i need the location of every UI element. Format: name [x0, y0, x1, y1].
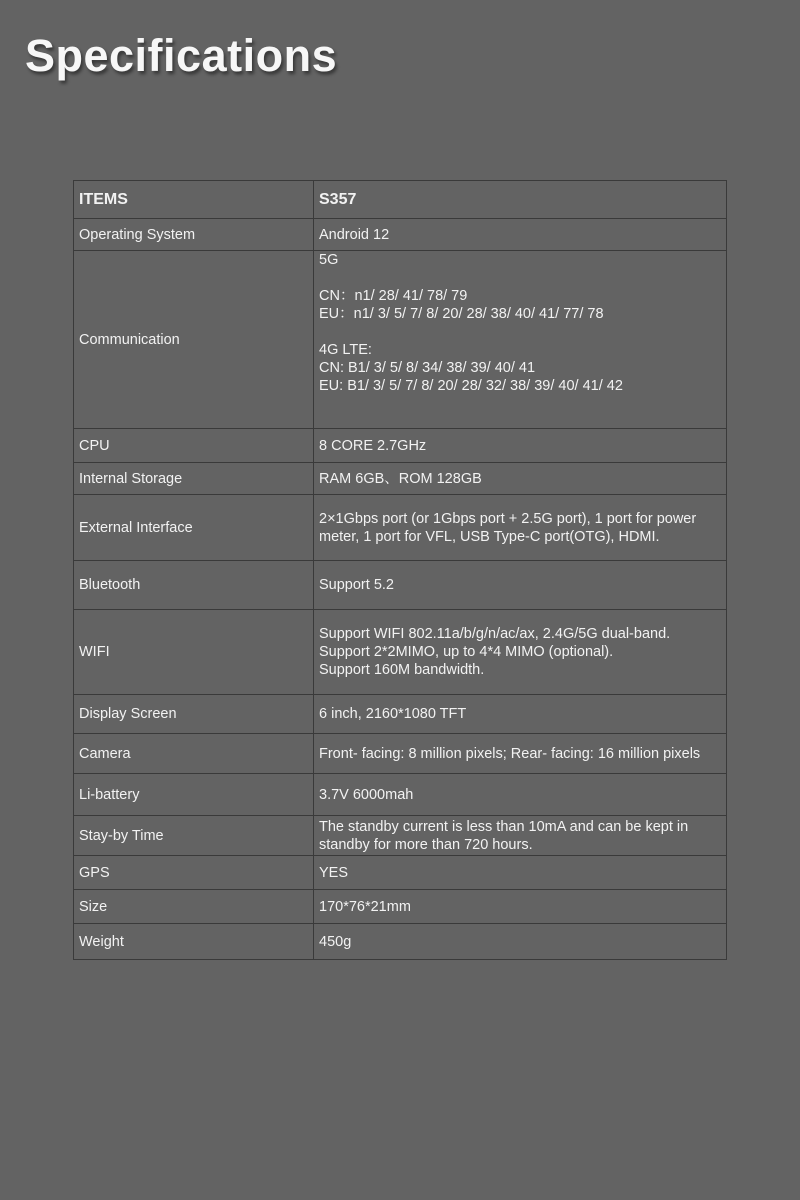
table-row [74, 610, 727, 695]
spec-value [314, 429, 727, 463]
page-title: Specifications [25, 30, 338, 81]
table-row [74, 251, 727, 429]
spec-value [314, 856, 727, 890]
spec-value-line: 4G LTE: [319, 342, 372, 358]
spec-value [314, 610, 727, 695]
spec-value-line: 170*76*21mm [319, 898, 411, 915]
spec-value-line: EU：n1/ 3/ 5/ 7/ 8/ 20/ 28/ 38/ 40/ 41/ 77/ 78 [319, 306, 604, 322]
spec-label: Camera [74, 734, 314, 774]
spec-value-line: standby for more than 720 hours. [319, 836, 533, 853]
table-row [74, 561, 727, 610]
spec-label: WIFI [74, 610, 314, 695]
spec-value-line [319, 323, 721, 341]
spec-value-line: RAM 6GB、ROM 128GB [319, 470, 482, 487]
spec-value-line: Support 5.2 [319, 577, 394, 593]
spec-value-line: 3.7V 6000mah [319, 786, 414, 803]
spec-value-line: 6 inch, 2160*1080 TFT [319, 706, 467, 722]
table-row [74, 695, 727, 734]
table-row [74, 495, 727, 561]
spec-value-line: Android 12 [319, 226, 390, 243]
spec-label: Bluetooth [74, 561, 314, 610]
spec-value-line: YES [319, 864, 349, 881]
spec-value [314, 890, 727, 924]
table-row [74, 856, 727, 890]
spec-label: Operating System [74, 219, 314, 251]
spec-value [314, 695, 727, 734]
spec-value-line [319, 269, 721, 287]
table-row [74, 429, 727, 463]
spec-label: Stay-by Time [74, 816, 314, 856]
header-model: S357 [314, 181, 727, 219]
spec-value-line: Support WIFI 802.11a/b/g/n/ac/ax, 2.4G/5G dual-band. [319, 626, 671, 642]
header-items: ITEMS [74, 181, 314, 219]
spec-value-line: The standby current is less than 10mA and can be kept in [319, 818, 689, 835]
spec-value-line: 8 CORE 2.7GHz [319, 437, 427, 454]
spec-value-line: meter, 1 port for VFL, USB Type-C port(OTG), HDMI. [319, 528, 660, 545]
spec-value [314, 816, 727, 856]
table-row [74, 816, 727, 856]
spec-label: Li-battery [74, 774, 314, 816]
spec-value [314, 924, 727, 960]
table-row [74, 463, 727, 495]
spec-label: GPS [74, 856, 314, 890]
spec-value-line: CN：n1/ 28/ 41/ 78/ 79 [319, 288, 468, 304]
spec-value-line: 450g [319, 933, 352, 950]
spec-value-line: 5G [319, 252, 339, 268]
table-row [74, 774, 727, 816]
spec-value [314, 495, 727, 561]
spec-value [314, 219, 727, 251]
spec-label: Internal Storage [74, 463, 314, 495]
table-header-row [74, 181, 727, 219]
table-row [74, 219, 727, 251]
spec-value-line: Support 2*2MIMO, up to 4*4 MIMO (optional). [319, 644, 614, 660]
spec-label: External Interface [74, 495, 314, 561]
spec-value-line: EU: B1/ 3/ 5/ 7/ 8/ 20/ 28/ 32/ 38/ 39/ 40/ 41/ 42 [319, 378, 623, 394]
table-row [74, 924, 727, 960]
spec-value [314, 251, 727, 429]
spec-label: Communication [74, 251, 314, 429]
spec-value-line: Front- facing: 8 million pixels; Rear- facing: 16 million pixels [319, 745, 701, 762]
spec-label: CPU [74, 429, 314, 463]
spec-label: Size [74, 890, 314, 924]
spec-value [314, 561, 727, 610]
spec-value [314, 774, 727, 816]
spec-value [314, 463, 727, 495]
table-row [74, 890, 727, 924]
spec-label: Display Screen [74, 695, 314, 734]
spec-value-line: CN: B1/ 3/ 5/ 8/ 34/ 38/ 39/ 40/ 41 [319, 360, 536, 376]
spec-label: Weight [74, 924, 314, 960]
spec-value-line: Support 160M bandwidth. [319, 662, 485, 678]
spec-value [314, 734, 727, 774]
specs-table [73, 180, 727, 960]
table-row [74, 734, 727, 774]
spec-value-line: 2×1Gbps port (or 1Gbps port + 2.5G port), 1 port for power [319, 510, 697, 527]
